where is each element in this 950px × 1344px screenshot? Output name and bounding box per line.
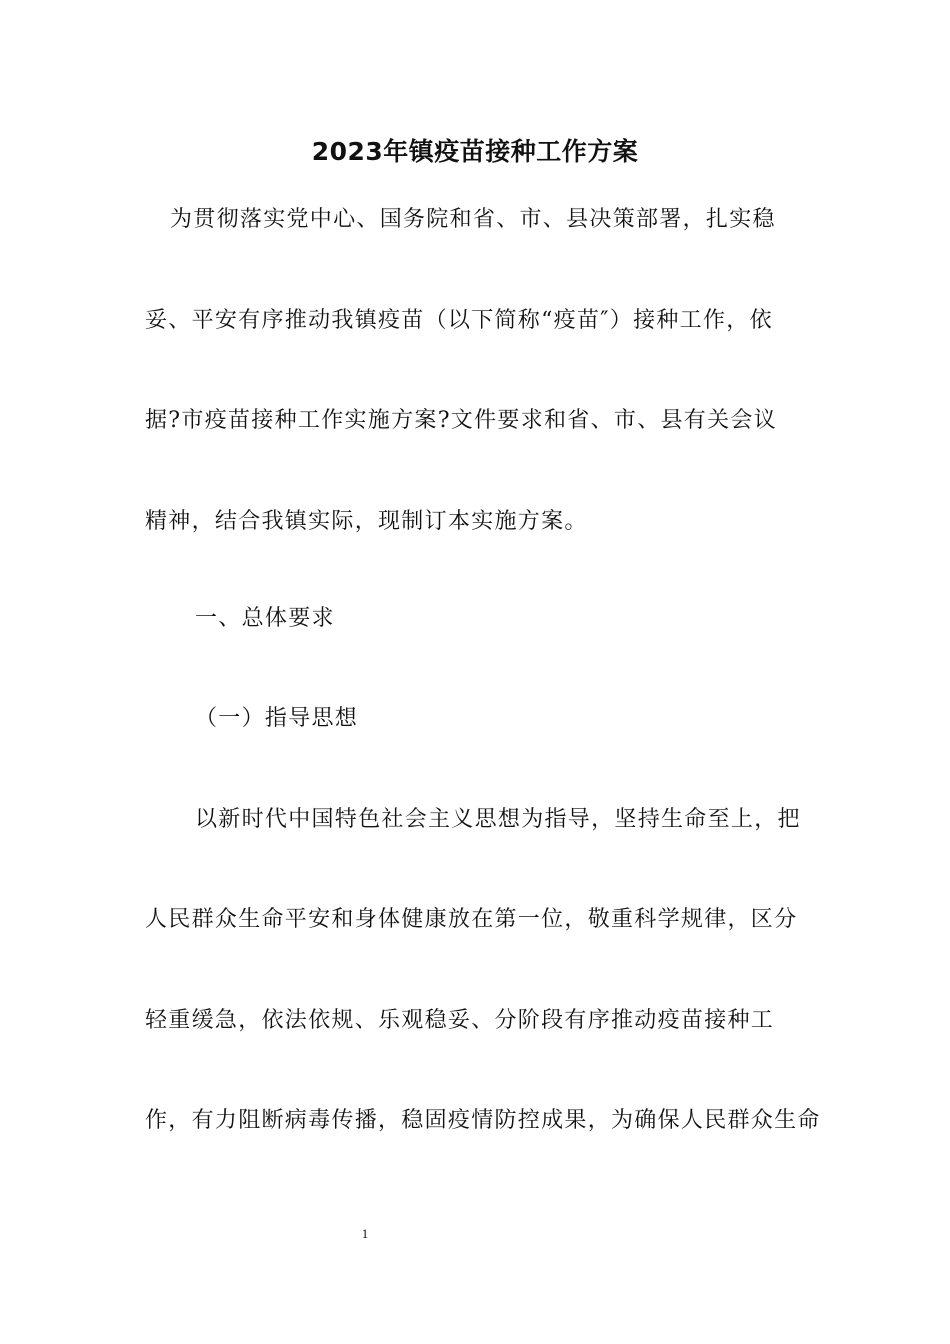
paragraph-line: 精神，结合我镇实际，现制订本实施方案。: [145, 509, 588, 534]
paragraph-line: 妥、平安有序推动我镇疫苗（以下简称“疫苗″）接种工作，依: [145, 308, 773, 333]
document-title: 2023年镇疫苗接种工作方案: [311, 137, 639, 166]
section-heading: 一、总体要求: [195, 606, 335, 631]
paragraph-line: 人民群众生命平安和身体健康放在第一位，敬重科学规律，区分: [145, 907, 798, 932]
subsection-heading: （一）指导思想: [195, 706, 359, 731]
paragraph-line: 以新时代中国特色社会主义思想为指导，坚持生命至上，把: [195, 807, 801, 832]
paragraph-line: 据?市疫苗接种工作实施方案?文件要求和省、市、县有关会议: [145, 408, 777, 433]
paragraph-line: 轻重缓急，依法依规、乐观稳妥、分阶段有序推动疫苗接种工: [145, 1008, 775, 1033]
paragraph-line: 作，有力阻断病毒传播，稳固疫情防控成果，为确保人民群众生命: [145, 1108, 821, 1133]
paragraph-line: 为贯彻落实党中心、国务院和省、市、县决策部署，扎实稳: [170, 207, 776, 232]
page-number: 1: [361, 1226, 369, 1241]
